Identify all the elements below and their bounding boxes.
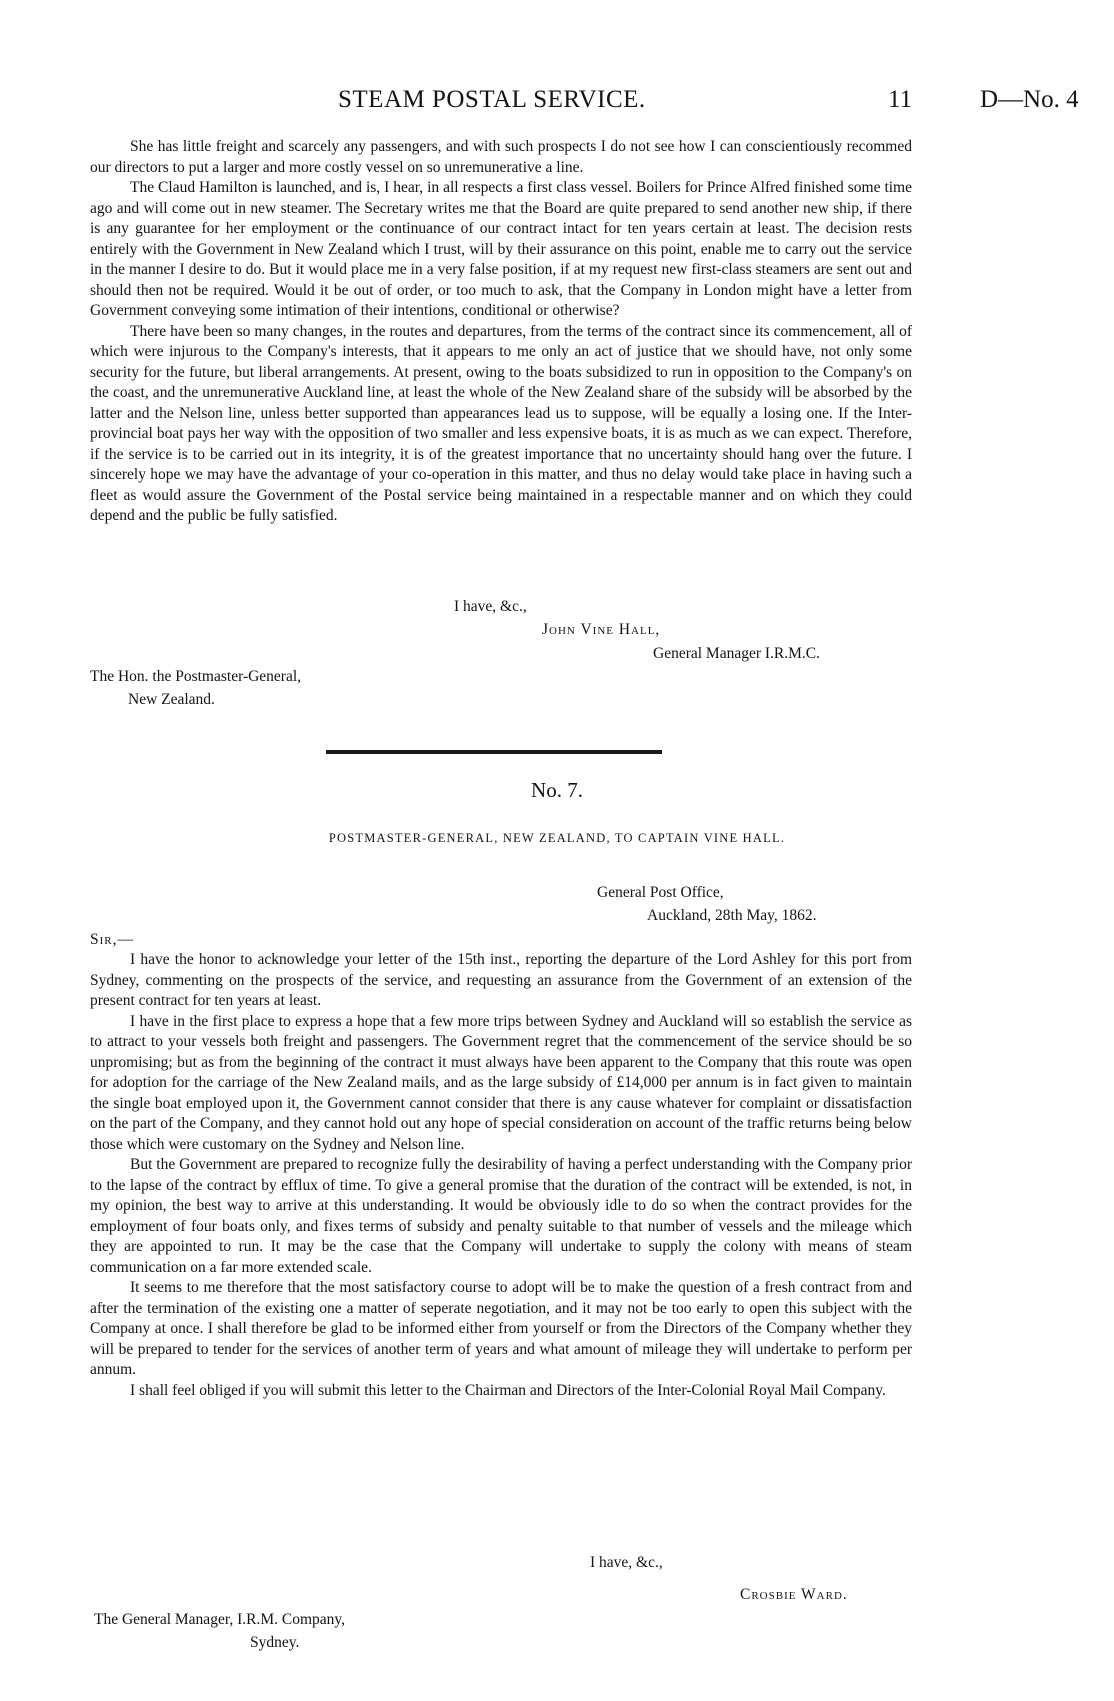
paragraph: I shall feel obliged if you will submit this letter to the Chairman and Directors of the Inter-Colonial Royal Mail Company. <box>130 1381 886 1399</box>
paragraph: But the Government are prepared to recognize fully the desirability of having a perfect understanding with the Company prior to the lapse of the contract by efflux of time. To give a general promise that the duration of the contract will be extended, is not, in my opinion, the best way to arrive at this understanding. It would be obviously idle to do so when the contract provides for the employment of four boats only, and fixes terms of subsidy and penalty suitable to that number of vessels and the mileage which they are appointed to run. It may be the case that the Company will undertake to supply the colony with means of steam communication on a far more extended scale. <box>90 1156 912 1276</box>
letter-2-body <box>90 950 912 1401</box>
letter-1-body <box>90 137 912 527</box>
paragraph: She has little freight and scarcely any passengers, and with such prospects I do not see how I can conscientiously recommed our directors to put a larger and more costly vessel on so unremunerative a line. <box>90 138 912 176</box>
sender-address-line-1: General Post Office, <box>597 884 724 901</box>
paragraph: It seems to me therefore that the most satisfactory course to adopt will be to make the question of a fresh contract from and after the termination of the existing one a matter of seperate negotiation, and it may not be too early to open this subject with the Company at once. I shall therefore be glad to be informed either from yourself or from the Directors of the Company whether they will be prepared to tender for the services of another term of years and what amount of mileage they will undertake to perform per annum. <box>90 1279 912 1378</box>
document-reference: D—No. 4 <box>980 86 1079 113</box>
letter-1-signature-title: General Manager I.R.M.C. <box>653 645 821 662</box>
paragraph: The Claud Hamilton is launched, and is, I hear, in all respects a first class vessel. Boilers for Prince Alfred finished some time ago and will come out in new steamer. The Secretary writes me that the Board are quite prepared to send another new ship, if there is any guarantee for her employment or the continuance of our contract intact for ten years certain at least. The decision rests entirely with the Government in New Zealand which I trust, will by their assurance on this point, enable me to carry out the service in the manner I desire to do. But it would place me in a very false position, if at my request new first-class steamers are sent out and should then not be required. Would it be out of order, or too much to ask, that the Company in London might have a letter from Government conveying some intimation of their intentions, conditional or otherwise? <box>90 179 912 319</box>
letter-1-closing: I have, &c., <box>454 598 527 615</box>
letter-1-addressee-line-2: New Zealand. <box>128 691 215 708</box>
letter-1-signature: John Vine Hall, <box>542 621 661 638</box>
letter-2-addressee-line-1: The General Manager, I.R.M. Company, <box>94 1611 346 1628</box>
paragraph: There have been so many changes, in the routes and departures, from the terms of the contract since its commencement, all of which were injurous to the Company's interests, that it appears to me only an act of justice that we should have, not only some security for the future, but liberal arrangements. At present, owing to the boats subsidized to run in opposition to the Company's on the coast, and the unremunerative Auckland line, at least the whole of the New Zealand share of the subsidy will be absorbed by the latter and the Nelson line, unless better supported than appearances lead us to suppose, will be equally a losing one. If the Inter-provincial boat pays her way with the opposition of two smaller and less expensive boats, it is as much as we can expect. Therefore, if the service is to be carried out in its integrity, it is of the greatest importance that no uncertainty should hang over the future. I sincerely hope we may have the advantage of your co-operation in this matter, and thus no delay would take place in having such a fleet as would assure the Government of the Postal service being maintained in a respectable manner and on which they could depend and the public be fully satisfied. <box>90 322 912 524</box>
section-divider <box>326 750 662 754</box>
letter-2-closing: I have, &c., <box>590 1554 663 1571</box>
section-number: No. 7. <box>531 778 583 802</box>
salutation: Sir,— <box>90 931 134 948</box>
paragraph: I have in the first place to express a hope that a few more trips between Sydney and Auckland will so establish the service as to attract to your vessels both freight and passengers. The Government regret that the commencement of the service should be so unpromising; but as from the beginning of the contract it must always have been apparent to the Company that this route was open for adoption for the carriage of the New Zealand mails, and as the large subsidy of £14,000 per annum is in fact given to maintain the single boat employed upon it, the Government cannot consider that there is any cause whatever for complaint or dissatisfaction on the part of the Company, and they cannot hold out any hope of special consideration on account of the traffic returns being below those which were customary on the Sydney and Nelson line. <box>90 1012 912 1153</box>
running-header <box>0 86 1114 116</box>
letter-2-addressee-line-2: Sydney. <box>250 1634 300 1651</box>
letter-2-signature: Crosbie Ward. <box>740 1586 848 1603</box>
section-subtitle: POSTMASTER-GENERAL, NEW ZEALAND, TO CAPTAIN VINE HALL. <box>328 831 786 845</box>
paragraph: I have the honor to acknowledge your letter of the 15th inst., reporting the departure of the Lord Ashley for this port from Sydney, commenting on the prospects of the service, and requesting an assurance from the Government of an extension of the present contract for ten years at least. <box>90 951 912 1009</box>
letter-1-addressee-line-1: The Hon. the Postmaster-General, <box>90 668 302 685</box>
sender-address-line-2: Auckland, 28th May, 1862. <box>647 907 817 924</box>
page-number: 11 <box>888 86 913 113</box>
header-title: STEAM POSTAL SERVICE. <box>338 86 646 113</box>
